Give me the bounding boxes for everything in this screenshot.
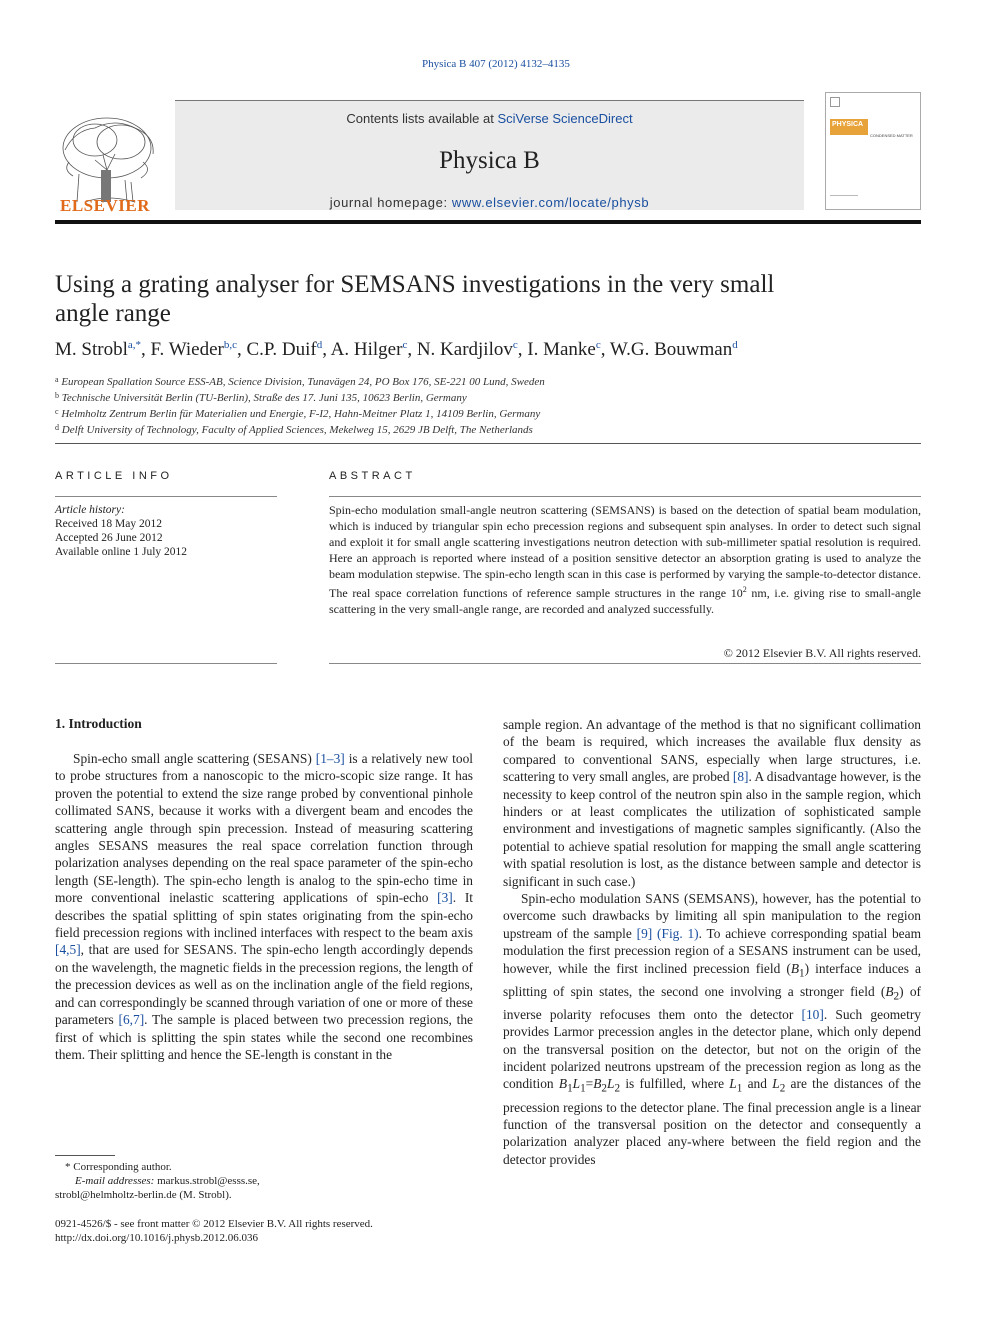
affiliation-list: [55, 373, 921, 437]
abstract-text: Spin-echo modulation small-angle neutron scattering (SEMSANS) is based on the detection of spatial beam modulation, which is induced by triangular spin echo precession regions and subsequent spin analyses. In order to detect such signal and exploit it for small angle scattering investigations neutron detection with sub-millimeter spatial resolution is required. Here an approach is reported where instead of a position sensitive detector an absorption grating is used to analyze the beam modulation stepwise. The spin-echo length scan in this case is performed by varying the sample-to-detector distance. The real space correlation functions of reference sample structures in the range $10^2$ nm, i.e. giving rise to small-angle scattering in the very small-angle range, are recorded and analyzed successfully.: [329, 503, 921, 616]
page-footer: [55, 1217, 473, 1245]
abstract-heading: ABSTRACT: [329, 470, 416, 482]
article-info-heading: ARTICLE INFO: [55, 470, 173, 482]
abstract-rule-bottom: [329, 663, 921, 664]
author-affiliation-marker[interactable]: d: [316, 339, 323, 351]
cover-band: PHYSICA: [830, 119, 868, 135]
header-rule: [55, 220, 921, 224]
author-name[interactable]: F. Wieder: [150, 339, 224, 360]
author-affiliation-marker[interactable]: d: [732, 339, 738, 351]
affiliation-item: $^d$ Delft University of Technology, Faculty of Applied Sciences, Mekelweg 15, 2629 JB Delft, The Netherlands: [55, 423, 533, 436]
body-column-right: [503, 716, 921, 1168]
article-title: Using a grating analyser for SEMSANS investigations in the very small angle range: [55, 271, 775, 327]
elsevier-wordmark: ELSEVIER: [60, 196, 150, 215]
email-link[interactable]: markus.strobl@esss.se,: [157, 1175, 260, 1187]
cover-footer-mark: [830, 195, 858, 203]
received-date: Received 18 May 2012: [55, 518, 162, 530]
journal-cover-thumbnail[interactable]: [825, 92, 921, 210]
article-history: [55, 503, 277, 559]
author-name[interactable]: N. Kardjilov: [416, 339, 513, 360]
author-affiliation-marker[interactable]: c: [512, 339, 518, 351]
intro-paragraph-1-cont: sample region. An advantage of the method is that no significant collimation of the beam is required, which increases the available flux density as compared to conventional SANS, especially when large structures, i.e. scattering to very small angles, are probed [8]. A disadvantage however, is the necessity to keep control of the neutron spin also in the sample region, which hinders or at least complicates the utilization of sophisticated sample environment and investigations of magnetic samples significantly. (Also the potential to achieve spatial resolution for mapping the small angle scattering with spatial resolution is lost, as the distance between sample and detector is significant in such case.): [503, 717, 921, 889]
homepage-line: journal homepage: www.elsevier.com/locate/physb: [329, 195, 650, 210]
doi-link[interactable]: http://dx.doi.org/10.1016/j.physb.2012.06.036: [55, 1232, 259, 1244]
cover-emblem-icon: [830, 97, 840, 107]
contents-line: Contents lists available at SciVerse ScienceDirect: [346, 111, 633, 126]
footnote-rule: [55, 1155, 115, 1156]
ref-link[interactable]: [10]: [801, 1006, 824, 1022]
journal-banner: [175, 100, 804, 210]
ref-link[interactable]: [3]: [437, 890, 453, 906]
ref-link[interactable]: [6,7]: [118, 1012, 145, 1028]
article-info-rule-bottom: [55, 663, 277, 664]
author-affiliation-marker[interactable]: a,*: [127, 339, 141, 351]
corresponding-author-footnote: * Corresponding author. E-mail addresses: markus.strobl@esss.se, strobl@helmholtz-berlin.de (M. Strobl).: [55, 1161, 260, 1201]
author-affiliation-marker[interactable]: c: [595, 339, 601, 351]
issn-line: 0921-4526/$ - see front matter © 2012 Elsevier B.V. All rights reserved.: [55, 1218, 373, 1230]
affiliation-item: $^c$ Helmholtz Zentrum Berlin für Materialien und Energie, F-I2, Hahn-Meitner Platz 1, 14109 Berlin, Germany: [55, 407, 541, 420]
journal-header: [55, 92, 921, 222]
author-name[interactable]: I. Manke: [527, 339, 596, 360]
intro-paragraph-1: Spin-echo small angle scattering (SESANS) [1–3] is a relatively new tool to probe structures from a nanoscopic to the micro-scopic size range. It has proven the potential to extend the size range probed by conventional pinhole collimated SANS, because it works with a divergent beam and encodes the scattering angle through spin precession. Instead of measuring scattering angles SESANS measures the real space correlation function through polarization analyses depending on the real space parameter of the spin-echo length (SE-length). The spin-echo length is analog to the spin-echo time in more conventional inelastic scattering applications of spin-echo [3]. It describes the spatial splitting of spin states originating from the spin-echo field precession regions with inclined interfaces with respect to the beam axis [4,5], that are used for SESANS. The spin-echo length accordingly depends on the wavelength, the magnetic fields in the precession regions, the length of the precession devices as well as on the inclination angle of the field regions, and can correspondingly be scanned through variation of one or more of these parameters [6,7]. The sample is placed between two precession regions, the first of which is splitting the spin states while the second one recombines them. Their splitting and hence the SE-length is constant in the: [55, 751, 474, 1062]
history-label: Article history:: [55, 504, 125, 516]
abstract-rule-top: [329, 496, 921, 497]
author-affiliation-marker[interactable]: c: [402, 339, 408, 351]
figure-link[interactable]: (Fig. 1): [657, 925, 699, 941]
accepted-date: Accepted 26 June 2012: [55, 532, 163, 544]
author-name[interactable]: A. Hilger: [330, 339, 403, 360]
ref-link[interactable]: [8]: [732, 769, 749, 785]
body-column-left: [55, 750, 473, 1063]
introduction-heading: 1. Introduction: [55, 716, 142, 731]
abstract-copyright: © 2012 Elsevier B.V. All rights reserved.: [723, 646, 921, 660]
author-name[interactable]: M. Strobl: [55, 339, 128, 360]
cover-subtitle: CONDENSED MATTER: [870, 133, 913, 138]
author-name[interactable]: W.G. Bouwman: [609, 339, 733, 360]
author-name[interactable]: C.P. Duif: [246, 339, 317, 360]
online-date: Available online 1 July 2012: [55, 546, 188, 558]
journal-citation[interactable]: Physica B 407 (2012) 4132–4135: [422, 58, 570, 70]
ref-link[interactable]: [9]: [636, 925, 653, 941]
email-link[interactable]: strobl@helmholtz-berlin.de: [55, 1189, 177, 1201]
journal-homepage-link[interactable]: www.elsevier.com/locate/physb: [451, 195, 650, 210]
author-list: M. Strobl$^{a,*}$, F. Wieder$^{b,c}$, C.P. Duif$^d$, A. Hilger$^c$, N. Kardjilov$^c$, I. Manke$^c$, W.G. Bouwman$^d$: [55, 339, 738, 360]
sciencedirect-link[interactable]: SciVerse ScienceDirect: [497, 111, 633, 126]
journal-name: Physica B: [439, 147, 540, 174]
article-info-rule-top: [55, 496, 277, 497]
ref-link[interactable]: [1–3]: [315, 751, 345, 766]
author-affiliation-marker[interactable]: b,c: [223, 339, 237, 351]
affiliation-item: $^a$ European Spallation Source ESS-AB, Science Division, Tunavägen 24, PO Box 176, SE-221 00 Lund, Sweden: [55, 375, 545, 388]
affiliation-item: $^b$ Technische Universität Berlin (TU-Berlin), Straße des 17. Juni 135, 10623 Berlin, Germany: [55, 391, 467, 404]
intro-paragraph-2: Spin-echo modulation SANS (SEMSANS), however, has the potential to overcome such drawbacks by limiting all spin manipulation to the region upstream of the sample [9] (Fig. 1). To achieve corresponding spatial beam modulation the first precession region of a SESANS instrument can be used, however, while the first inclined precession field $(B_1)$ interface induces a splitting of spin states, the second one involving a stronger field $(B_2)$ of inverse polarity refocuses them onto the detector [10]. Such geometry provides Larmor precession angles in the detector plane, which only depend on the transversal position on the detector, but not on the origin of the incident polarized neutrons upstream of the precession region as long as the condition $B_1L_1=B_2L_2$ is fulfilled, where $L_1$ and $L_2$ are the distances of the precession regions to the detector plane. The final precession angle is a linear function of the transversal position on the detector and consequently a polarization analyzer placed any-where between the field region and the detector provides: [503, 891, 921, 1167]
ref-link[interactable]: [4,5]: [55, 942, 81, 958]
section-divider: [55, 443, 921, 444]
